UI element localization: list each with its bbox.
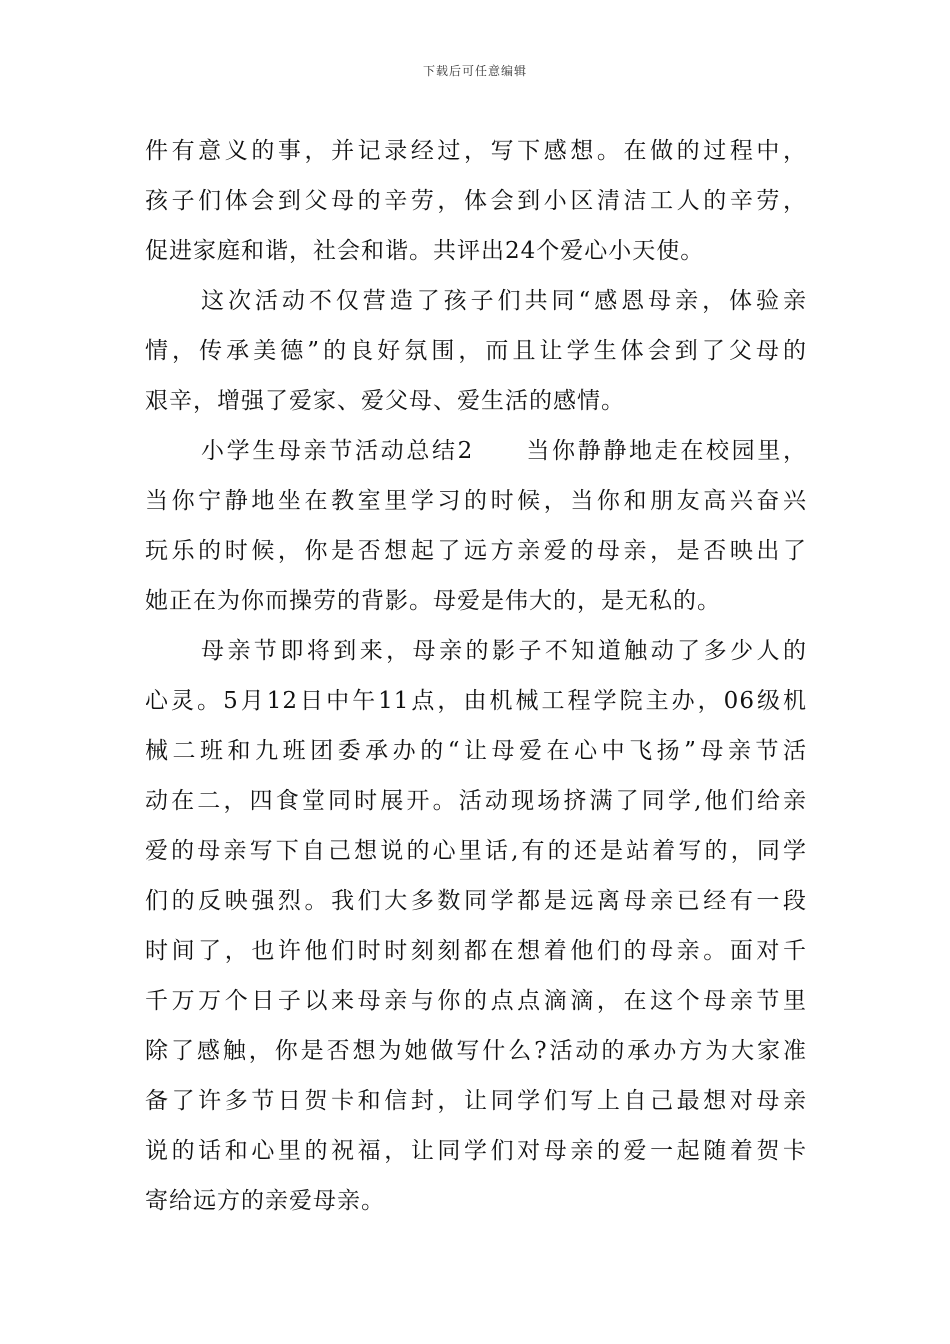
text-line: 母亲节即将到来，母亲的影子不知道触动了多少人的 xyxy=(201,638,807,664)
text-line: 心灵。5月12日中午11点，由机械工程学院主办，06级机 xyxy=(145,688,807,714)
text-line: 艰辛，增强了爱家、爱父母、爱生活的感情。 xyxy=(145,388,625,414)
text-line: 爱的母亲写下自己想说的心里话,有的还是站着写的，同学 xyxy=(145,838,807,864)
text-line: 们的反映强烈。我们大多数同学都是远离母亲已经有一段 xyxy=(145,888,807,914)
text-line: 这次活动不仅营造了孩子们共同“感恩母亲，体验亲 xyxy=(201,288,807,314)
text-line: 小学生母亲节活动总结2 当你静静地走在校园里， xyxy=(201,438,807,464)
text-line: 她正在为你而操劳的背影。母爱是伟大的，是无私的。 xyxy=(145,588,721,614)
text-line: 孩子们体会到父母的辛劳，体会到小区清洁工人的辛劳， xyxy=(145,188,807,214)
text-line: 促进家庭和谐，社会和谐。共评出24个爱心小天使。 xyxy=(145,238,705,264)
text-line: 械二班和九班团委承办的“让母爱在心中飞扬”母亲节活 xyxy=(145,738,807,764)
text-line: 情，传承美德”的良好氛围，而且让学生体会到了父母的 xyxy=(145,338,807,364)
text-line: 备了许多节日贺卡和信封，让同学们写上自己最想对母亲 xyxy=(145,1088,807,1114)
text-line: 说的话和心里的祝福，让同学们对母亲的爱一起随着贺卡 xyxy=(145,1138,807,1164)
text-line: 玩乐的时候，你是否想起了远方亲爱的母亲，是否映出了 xyxy=(145,538,807,564)
text-line: 寄给远方的亲爱母亲。 xyxy=(145,1188,385,1214)
text-line: 时间了，也许他们时时刻刻都在想着他们的母亲。面对千 xyxy=(145,938,807,964)
page-header-note: 下载后可任意编辑 xyxy=(422,64,527,78)
text-line: 除了感触，你是否想为她做写什么?活动的承办方为大家准 xyxy=(145,1038,807,1064)
text-line: 千万万个日子以来母亲与你的点点滴滴，在这个母亲节里 xyxy=(145,988,807,1014)
text-line: 动在二，四食堂同时展开。活动现场挤满了同学,他们给亲 xyxy=(145,788,807,814)
document-body xyxy=(145,126,807,1226)
text-line: 件有意义的事，并记录经过，写下感想。在做的过程中， xyxy=(145,138,807,164)
text-line: 当你宁静地坐在教室里学习的时候，当你和朋友高兴奋兴 xyxy=(145,488,807,514)
